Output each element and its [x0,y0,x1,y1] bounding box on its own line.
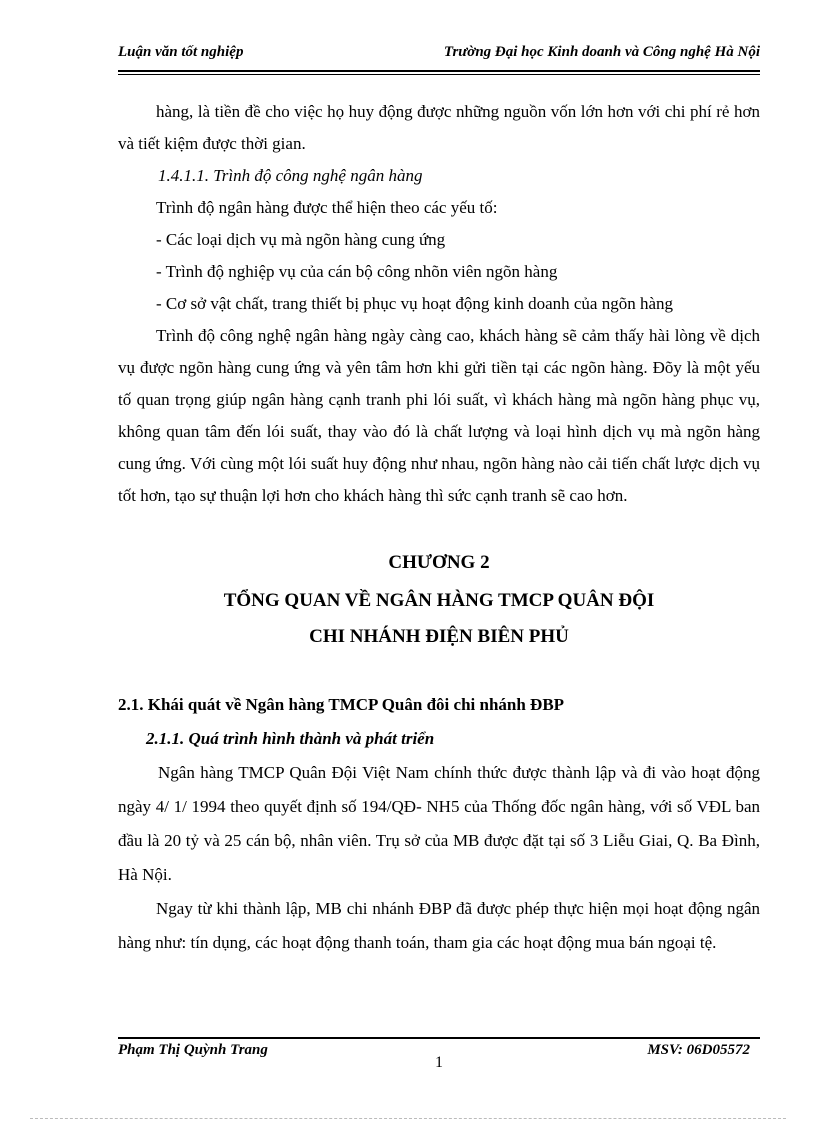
intro-line: Trình độ ngân hàng được thể hiện theo các yếu tố: [156,198,498,217]
page-header [118,44,760,66]
header-rule-thin [118,74,760,75]
page-edge-divider [30,1118,786,1119]
list-item: - Cơ sở vật chất, trang thiết bị phục vụ hoạt động kinh doanh của ngõn hàng [156,294,674,313]
section-heading-2-1: 2.1. Khái quát về Ngân hàng TMCP Quân đôi chi nhánh ĐBP [118,695,565,714]
header-thesis-label: Luận văn tốt nghiệp [118,44,244,60]
header-rule [118,70,760,72]
chapter-number: CHƯƠNG 2 [388,552,490,573]
paragraph-operations: Ngay từ khi thành lập, MB chi nhánh ĐBP đã được phép thực hiện mọi hoạt động ngân hàng như: tín dụng, các hoạt động thanh toán, tham gia các hoạt động mua bán ngoại tệ. [118,899,760,952]
header-university-name: Trường Đại học Kinh doanh và Công nghệ Hà Nội [443,44,760,60]
footer-student-id: MSV: 06D05572 [647,1042,750,1058]
footer-rule [118,1037,760,1039]
chapter-title-line2: CHI NHÁNH ĐIỆN BIÊN PHỦ [309,626,569,647]
subsection-heading-2-1-1: 2.1.1. Quá trình hình thành và phát triển [146,729,435,748]
body-text-lower [118,688,760,960]
page-footer [118,1042,760,1082]
chapter-title-line1: TỔNG QUAN VỀ NGÂN HÀNG TMCP QUÂN ĐỘI [223,590,655,611]
subheading-1-4-1-1: 1.4.1.1. Trình độ công nghệ ngân hàng [158,166,423,185]
paragraph-continuation: hàng, là tiền đề cho việc họ huy động được những nguồn vốn lớn hơn với chi phí rẻ hơn và tiết kiệm được thời gian. [118,102,760,153]
paragraph-founding: Ngân hàng TMCP Quân Đội Việt Nam chính thức được thành lập và đi vào hoạt động ngày 4/ 1/ 1994 theo quyết định số 194/QĐ- NH5 của Thống đốc ngân hàng, với số VĐL ban đầu là 20 tỷ và 25 cán bộ, nhân viên. Trụ sở của MB được đặt tại số 3 Liễu Giai, Q. Ba Đình, Hà Nội. [118,763,760,884]
list-item: - Các loại dịch vụ mà ngõn hàng cung ứng [156,230,446,249]
body-text-upper [118,96,760,512]
footer-author: Phạm Thị Quỳnh Trang [118,1042,268,1058]
page-number: 1 [435,1054,443,1071]
list-item: - Trình độ nghiệp vụ của cán bộ công nhõn viên ngõn hàng [156,262,558,281]
paragraph-technology: Trình độ công nghệ ngân hàng ngày càng cao, khách hàng sẽ cảm thấy hài lòng về dịch vụ được ngõn hàng cung ứng và yên tâm hơn khi gửi tiền tại các ngõn hàng. Đõy là một yếu tố quan trọng giúp ngân hàng cạnh tranh phi lói suất, vì khách hàng mà ngõn hàng phục vụ, không quan tâm đến lói suất, thay vào đó là chất lượng và loại hình dịch vụ mà ngõn hàng cung ứng. Với cùng một lói suất huy động như nhau, ngõn hàng nào cải tiến chất lược dịch vụ tốt hơn, tạo sự thuận lợi hơn cho khách hàng thì sức cạnh tranh sẽ cao hơn. [118,326,760,505]
